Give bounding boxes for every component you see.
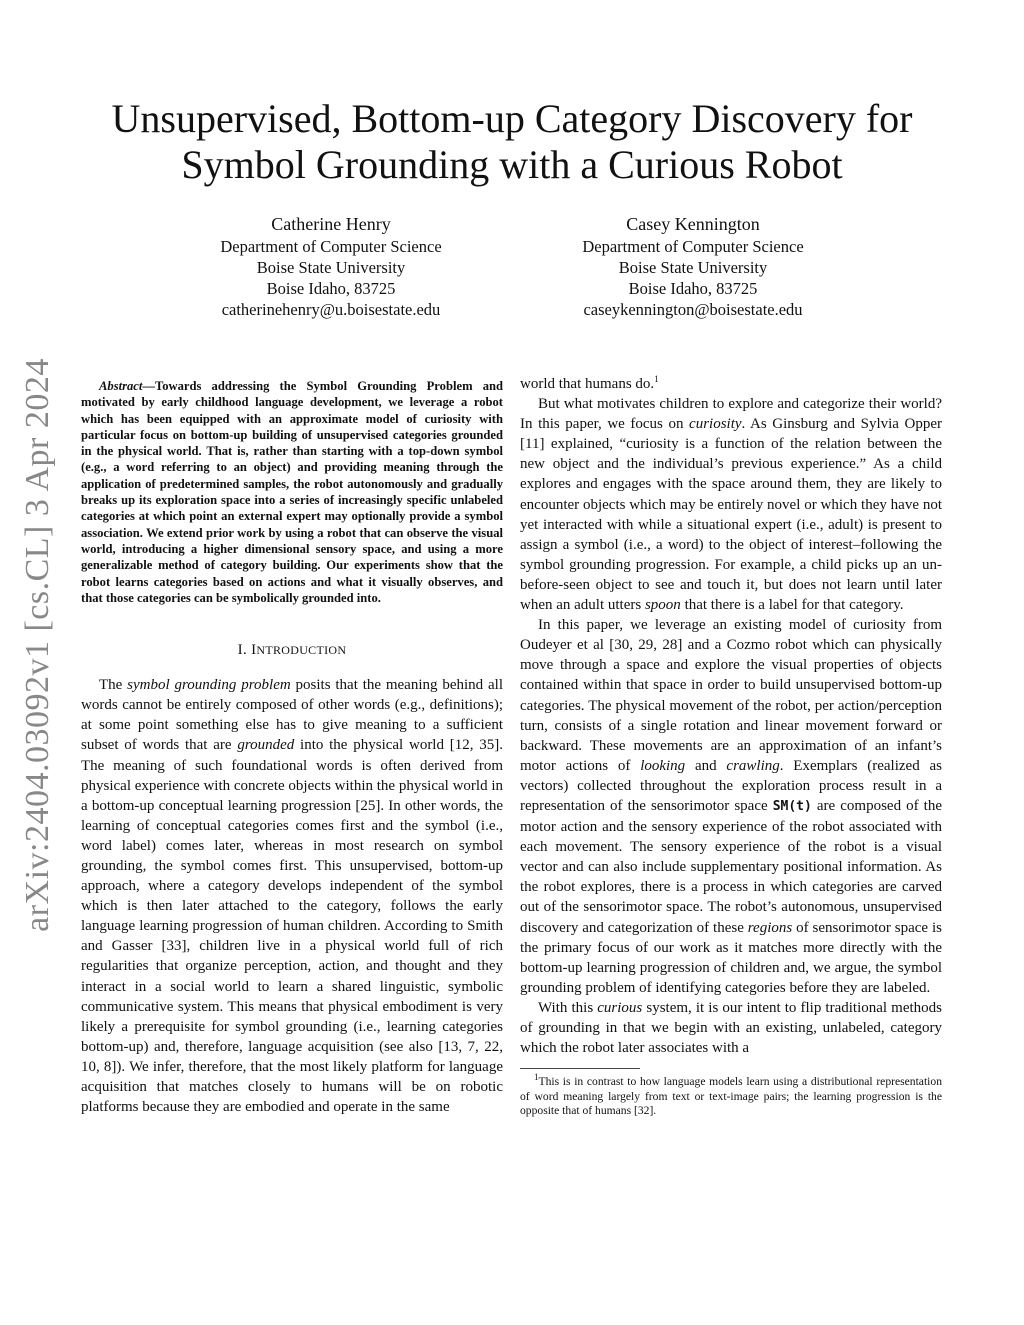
intro-paragraph-2: But what motivates children to explore and categorize their world? In this paper, we focus on curiosity. As Ginsburg and Sylvia Opper [11] explained, “curiosity is a function of the relation between the new object and the individual’s previous experience.” As a child explores and engages with the space around them, they are likely to encounter objects which may be entirely novel or which they have not yet interacted with while a situational expert (i.e., adult) is present to assign a symbol (i.e., a word) to the object of interest–following the symbol grounding progression. For example, a child picks up an un-before-seen object to see and touch it, but does not learn until later when an adult utters spoon that there is a label for that category. [520, 396, 943, 614]
author-block-1 [166, 212, 496, 320]
author-university: Boise State University [256, 258, 406, 277]
footnote-ref[interactable]: 1 [654, 374, 659, 384]
author-university: Boise State University [618, 258, 768, 277]
right-column [520, 374, 942, 1119]
author-name: Casey Kennington [626, 214, 760, 234]
footnote: $^1$This is in contrast to how language models learn using a distributional representation of word meaning largely from text or text-image pairs; the learning progression is the opposite that of humans [32]. [520, 1072, 942, 1118]
intro-paragraph-4: With this curious system, it is our intent to flip traditional methods of grounding in that we begin with an existing, unlabeled, category which the robot later associates with a [520, 999, 942, 1057]
paper-title [60, 96, 964, 188]
abstract-label: Abstract [99, 379, 143, 393]
abstract [81, 378, 503, 606]
footnote-divider [520, 1068, 640, 1069]
author-block-2 [528, 212, 858, 320]
author-department: Department of Computer Science [582, 237, 804, 256]
author-email[interactable]: caseykennington@boisestate.edu [583, 300, 803, 319]
left-column [81, 378, 503, 1117]
intro-paragraph-1-continued: world that humans do.$^1$ [520, 374, 659, 392]
author-name: Catherine Henry [271, 214, 391, 234]
author-city: Boise Idaho, 83725 [266, 279, 396, 298]
author-city: Boise Idaho, 83725 [628, 279, 758, 298]
title-line-2: Symbol Grounding with a Curious Robot [181, 142, 843, 187]
arxiv-identifier[interactable]: arXiv:2404.03092v1 [cs.CL] 3 Apr 2024 [19, 358, 56, 932]
intro-paragraph-3: In this paper, we leverage an existing model of curiosity from Oudeyer et al [30, 29, 28] and a Cozmo robot which can physically move through a space and explore the visual properties of objects contained within that space in order to build unsupervised bottom-up categories. The physical movement of the robot, per action/perception turn, consists of a single rotation and linear movement forward or backward. These movements are an approximation of an infant’s motor actions of looking and crawling. Exemplars (realized as vectors) collected throughout the exploration process result in a representation of the sensorimotor space SM(t) are composed of the motor action and the sensory experience of the robot associated with each movement. The sensory experience of the robot is a visual vector and can also include supplementary positional information. As the robot explores, there is a process in which categories are carved out of the sensorimotor space. The robot’s autonomous, unsupervised discovery and categorization of these regions of sensorimotor space is the primary focus of our work as it matches more directly with the bottom-up learning progression of children and, we argue, the symbol grounding problem of identifying categories before they are labeled. [520, 617, 942, 996]
section-heading-introduction: I. INTRODUCTION [237, 642, 347, 659]
author-department: Department of Computer Science [220, 237, 442, 256]
math-sensorimotor-space: SM(t) [772, 798, 812, 814]
title-line-1: Unsupervised, Bottom-up Category Discovery for [111, 96, 913, 141]
intro-paragraph-1: The symbol grounding problem posits that the meaning behind all words cannot be entirely composed of other words (e.g., definitions); at some point something else has to give meaning to a sufficient subset of words that are grounded into the physical world [12, 35]. The meaning of such foundational words is often derived from physical experience with concrete objects within the physical world in a bottom-up conceptual learning progression [25]. In other words, the learning of conceptual categories comes first and the symbol (i.e., word label) comes later, whereas in most research on symbol grounding, the symbol comes first. This unsupervised, bottom-up approach, where a category develops independent of the symbol which is then later attached to the category, follows the early language learning progression of human children. According to Smith and Gasser [33], children live in a physical world full of rich regularities that organize perception, action, and thought and they interact in a social world to learn a shared linguistic, symbolic communicative system. This means that physical embodiment is very likely a prerequisite for symbol grounding (i.e., learning categories bottom-up) and, therefore, language acquisition (see also [13, 7, 22, 10, 8]). We infer, therefore, that the most likely platform for language acquisition that matches closely to humans will be on robotic platforms because they are embodied and operate in the same [81, 677, 504, 1116]
author-email[interactable]: catherinehenry@u.boisestate.edu [221, 300, 441, 319]
abstract-text: —Towards addressing the Symbol Grounding Problem and motivated by early childhood language development, we leverage a robot which has been equipped with an approximate model of curiosity with particular focus on bottom-up building of unsupervised categories grounded in the physical world. That is, rather than starting with a top-down symbol (e.g., a word referring to an object) and providing meaning through the application of predetermined samples, the robot autonomously and gradually breaks up its exploration space into a series of increasingly specific unlabeled categories at which point an external expert may optionally provide a symbol association. We extend prior work by using a robot that can observe the visual world, introducing a higher dimensional sensory space, and using a more generalizable method of category building. Our experiments show that the robot learns categories based on actions and what it visually observes, and that those categories can be symbolically grounded into. [81, 379, 503, 605]
